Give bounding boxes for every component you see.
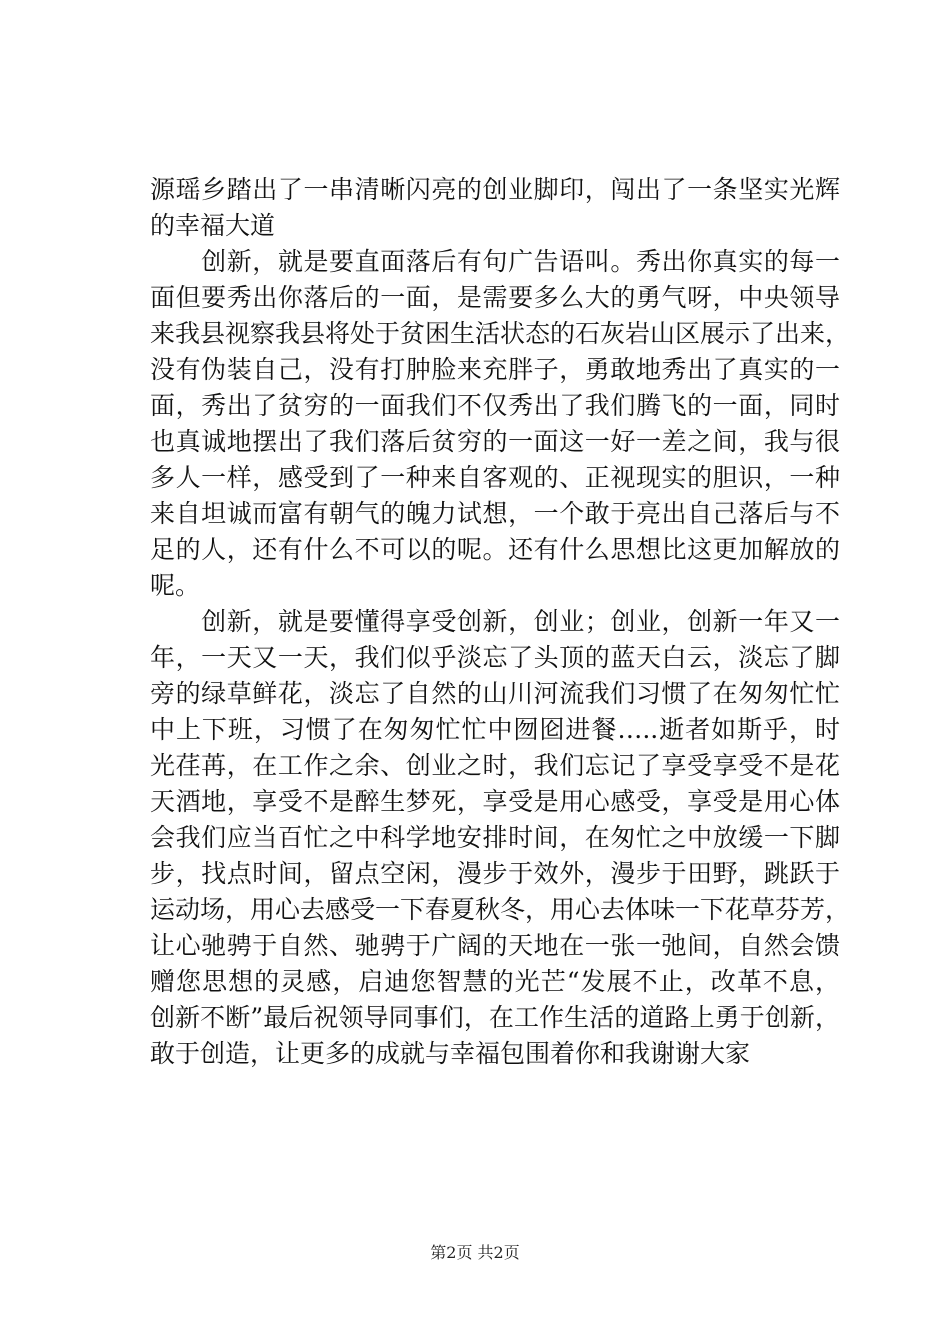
text-line: 创新，就是要懂得享受创新，创业；创业，创新一年又一 (150, 607, 840, 636)
text-line: 的幸福大道 (150, 211, 276, 240)
text-line: 来自坦诚而富有朝气的魄力试想，一个敢于亮出自己落后与不 (150, 499, 840, 528)
text-line: 中上下班，习惯了在匆匆忙忙中囫囵进餐…..逝者如斯乎，时 (150, 715, 840, 744)
text-line: 多人一样，感受到了一种来自客观的、正视现实的胆识，一种 (150, 463, 840, 492)
text-line: 让心驰骋于自然、驰骋于广阔的天地在一张一弛间，自然会馈 (150, 931, 840, 960)
text-line: 会我们应当百忙之中科学地安排时间，在匆忙之中放缓一下脚 (150, 823, 840, 852)
text-line: 没有伪装自己，没有打肿脸来充胖子，勇敢地秀出了真实的一 (150, 355, 840, 384)
text-line: 步，找点时间，留点空闲，漫步于效外，漫步于田野，跳跃于 (150, 859, 840, 888)
text-line: 旁的绿草鲜花，淡忘了自然的山川河流我们习惯了在匆匆忙忙 (150, 679, 840, 708)
text-line: 敢于创造，让更多的成就与幸福包围着你和我谢谢大家 (150, 1039, 751, 1068)
text-line: 来我县视察我县将处于贫困生活状态的石灰岩山区展示了出来， (150, 319, 851, 348)
text-line: 创新，就是要直面落后有句广告语叫。秀出你真实的每一 (150, 247, 840, 276)
page-number-footer: 第2页 共2页 (430, 1243, 520, 1262)
text-line: 创新不断”最后祝领导同事们，在工作生活的道路上勇于创新， (150, 1003, 840, 1032)
text-line: 面但要秀出你落后的一面，是需要多么大的勇气呀，中央领导 (150, 283, 840, 312)
text-line: 面，秀出了贫穷的一面我们不仅秀出了我们腾飞的一面，同时 (150, 391, 840, 420)
text-line: 足的人，还有什么不可以的呢。还有什么思想比这更加解放的 (150, 535, 840, 564)
text-line: 年，一天又一天，我们似乎淡忘了头顶的蓝天白云，淡忘了脚 (150, 643, 840, 672)
text-line: 也真诚地摆出了我们落后贫穷的一面这一好一差之间，我与很 (150, 427, 840, 456)
text-line: 呢。 (150, 571, 201, 600)
text-line: 运动场，用心去感受一下春夏秋冬，用心去体味一下花草芬芳， (150, 895, 851, 924)
text-line: 光荏苒，在工作之余、创业之时，我们忘记了享受享受不是花 (150, 751, 840, 780)
text-line: 赠您思想的灵感，启迪您智慧的光芒“发展不止，改革不息， (150, 967, 840, 996)
text-line: 源瑶乡踏出了一串清晰闪亮的创业脚印，闯出了一条坚实光辉 (150, 175, 840, 204)
text-line: 天酒地，享受不是醉生梦死，享受是用心感受，享受是用心体 (150, 787, 840, 816)
document-body (150, 172, 851, 1072)
